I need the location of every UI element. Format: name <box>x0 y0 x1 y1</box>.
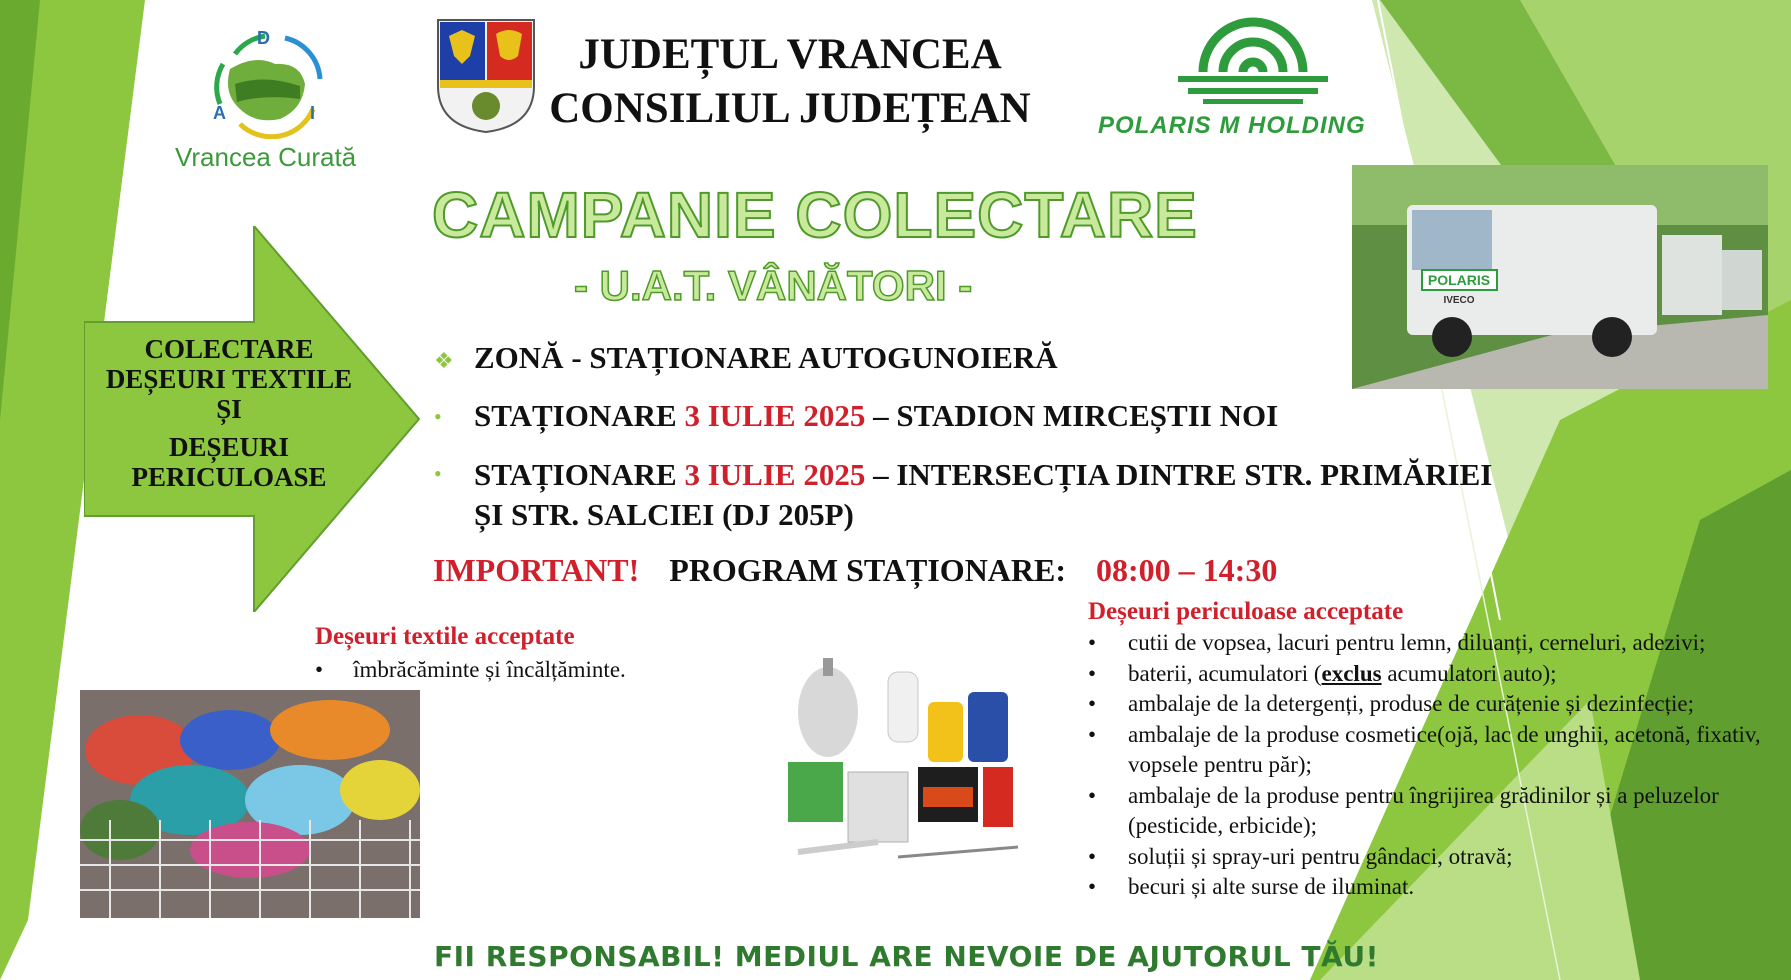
exclus-emphasis: exclus <box>1321 660 1382 686</box>
campaign-title: CAMPANIE COLECTARE <box>432 179 1198 251</box>
bullet-stop-2-line2: ȘI STR. SALCIEI (DJ 205P) <box>474 497 854 532</box>
program-label: PROGRAM STAȚIONARE: <box>669 552 1067 588</box>
garbage-truck-photo <box>1352 165 1768 389</box>
clothes-pile-photo <box>80 690 420 918</box>
hazardous-item: • soluții și spray-uri pentru gândaci, otravă; <box>1088 843 1513 869</box>
arrow-line-4: DEȘEURI <box>168 432 290 462</box>
bullet-stop-1-pre: STAȚIONARE <box>474 398 685 433</box>
hazardous-item: • ambalaje de la detergenți, produse de curățenie și dezinfecție; <box>1088 691 1695 716</box>
arrow-line-5: PERICULOASE <box>131 462 327 492</box>
logo-letter-i: I <box>310 103 316 123</box>
truck-polaris-label: POLARIS <box>1427 272 1491 288</box>
bullet-stop-1-post: – STADION MIRCEȘTII NOI <box>865 398 1279 433</box>
title-line-2: CONSILIUL JUDEȚEAN <box>549 85 1031 132</box>
arrow-label <box>88 334 370 492</box>
bullet-stop-2-date: 3 IULIE 2025 <box>684 457 866 492</box>
hazardous-item: • cutii de vopsea, lacuri pentru lemn, diluanți, cerneluri, adezivi; <box>1088 630 1706 655</box>
bullet-stop-2-pre: STAȚIONARE <box>474 457 685 492</box>
important-label: IMPORTANT! <box>433 552 640 588</box>
hazardous-heading: Deșeuri periculoase acceptate <box>1088 598 1404 625</box>
hazardous-item: • ambalaje de la produse cosmetice(ojă, lac de unghii, acetonă, fixativ, vopsele pentru păr); <box>1088 721 1761 777</box>
truck-iveco-label: IVECO <box>1443 295 1475 306</box>
textile-item-text: îmbrăcăminte și încălțăminte. <box>353 657 626 682</box>
bullet-stop-1 <box>474 398 1278 434</box>
arrow-line-3: ȘI <box>216 394 242 424</box>
program-line <box>433 552 1277 589</box>
bullet-stop-2 <box>474 455 1604 535</box>
bullet-stop-1-date: 3 IULIE 2025 <box>684 398 866 433</box>
footer-slogan: FII RESPONSABIL! MEDIUL ARE NEVOIE DE AJUTORUL TĂU! <box>434 940 1379 973</box>
vrancea-curata-logo <box>195 24 345 139</box>
arrow-line-1: COLECTARE <box>144 334 314 364</box>
logo-letter-d: D <box>257 28 270 48</box>
textile-heading: Deșeuri textile acceptate <box>315 623 575 650</box>
bullet-marker-3: • <box>434 461 442 486</box>
bullet-marker-2: • <box>434 404 442 429</box>
polaris-logo-icon <box>1168 10 1338 105</box>
vrancea-curata-text: Vrancea Curată <box>175 142 357 172</box>
logo-letter-a: A <box>213 103 226 123</box>
textile-item <box>315 657 626 683</box>
arrow-line-2: DEȘEURI TEXTILE <box>105 364 353 394</box>
hazardous-item: • ambalaje de la produse pentru îngrijirea grădinilor și a peluzelor (pesticide, erbicide); <box>1088 782 1719 838</box>
polaris-company-name: POLARIS M HOLDING <box>1098 112 1366 139</box>
hazardous-item: • becuri și alte surse de iluminat. <box>1088 874 1415 899</box>
title-line-1: JUDEȚUL VRANCEA <box>578 31 1002 78</box>
campaign-subtitle: - U.A.T. VÂNĂTORI - <box>574 262 973 309</box>
program-hours: 08:00 – 14:30 <box>1096 552 1278 588</box>
textile-bullet: • <box>315 657 324 682</box>
bullet-stop-2-post: – INTERSECȚIA DINTRE STR. PRIMĂRIEI <box>865 457 1493 492</box>
hazardous-item: • baterii, acumulatori (exclus acumulatori auto); <box>1088 660 1557 686</box>
hazardous-list <box>1088 628 1788 903</box>
bullet-zone: ZONĂ - STAȚIONARE AUTOGUNOIERĂ <box>474 340 1058 375</box>
organization-title <box>520 28 1060 136</box>
bullet-marker-1: ❖ <box>434 348 454 373</box>
hazardous-products-photo <box>778 652 1038 874</box>
